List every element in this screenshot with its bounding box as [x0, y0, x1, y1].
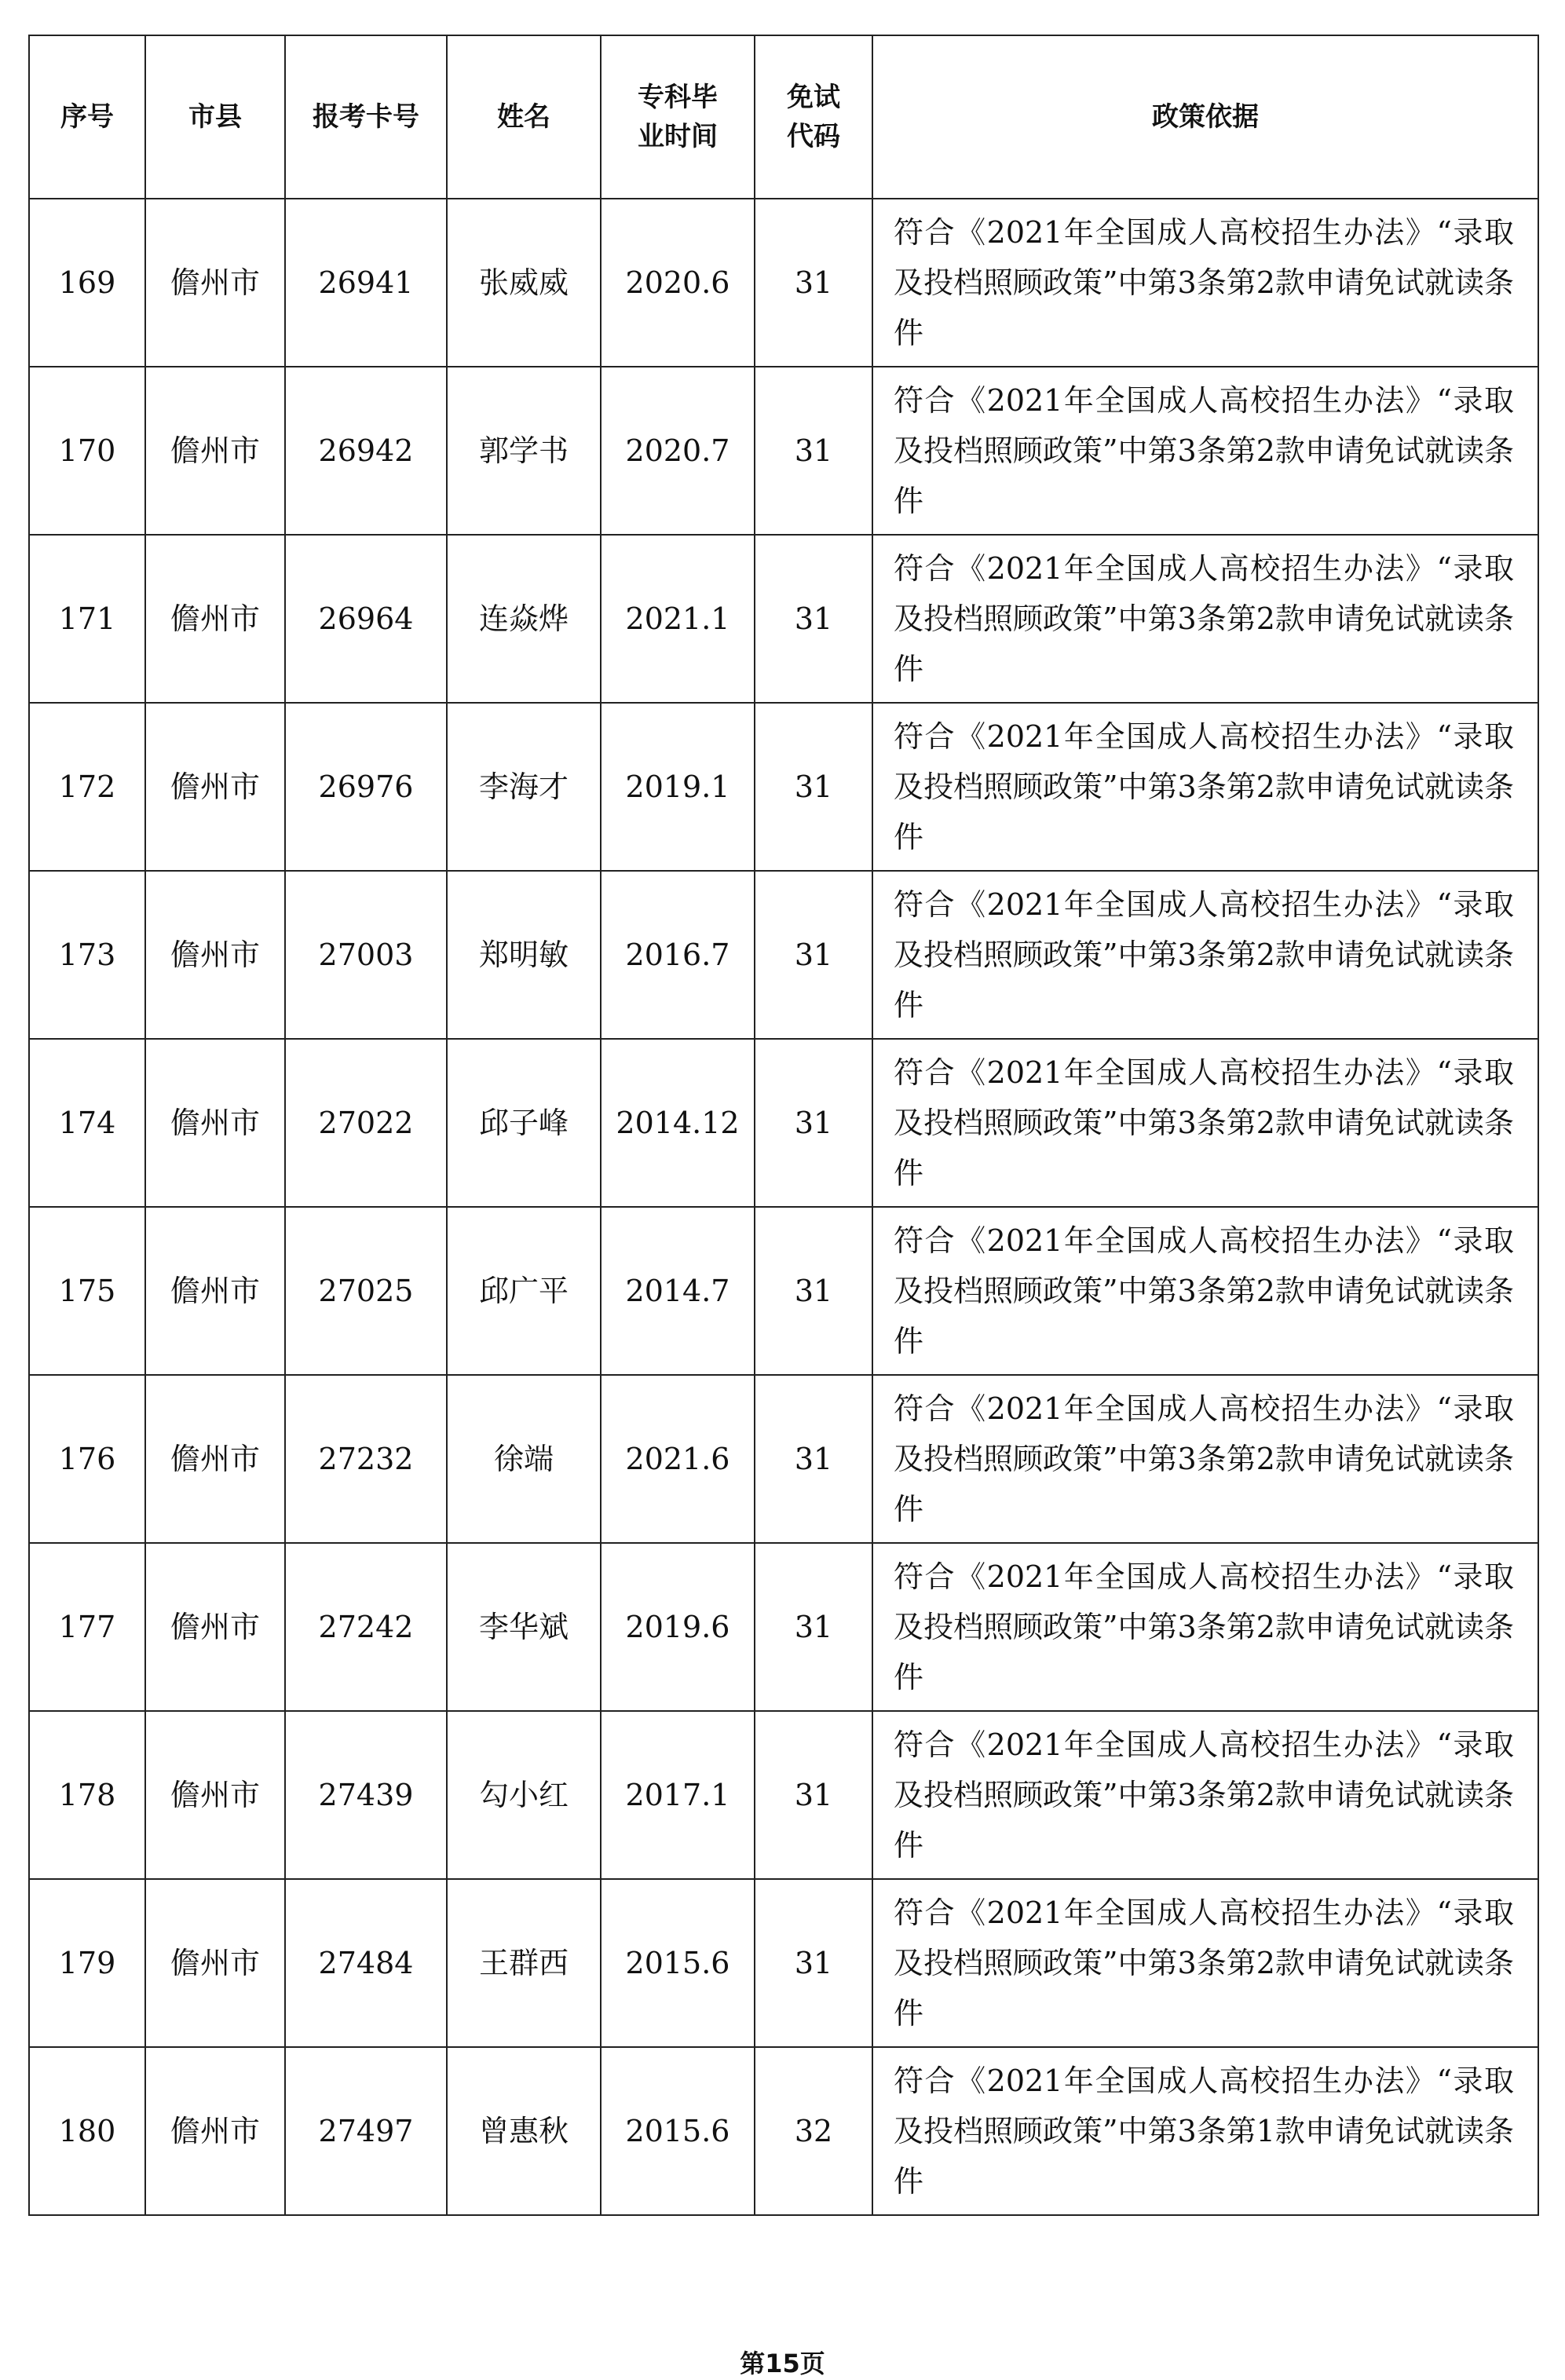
table-row — [29, 367, 1538, 535]
cell-county: 儋州市 — [145, 1375, 285, 1543]
cell-card-no: 27025 — [285, 1207, 447, 1375]
cell-card-no: 27242 — [285, 1543, 447, 1711]
table-row — [29, 1543, 1538, 1711]
cell-policy: 符合《2021年全国成人高校招生办法》“录取及投档照顾政策”中第3条第2款申请免试就读条件 — [872, 1543, 1538, 1711]
cell-county: 儋州市 — [145, 703, 285, 871]
cell-policy: 符合《2021年全国成人高校招生办法》“录取及投档照顾政策”中第3条第2款申请免试就读条件 — [872, 1879, 1538, 2047]
cell-grad-time: 2019.1 — [601, 703, 755, 871]
cell-seq: 174 — [29, 1039, 145, 1207]
table-row — [29, 2047, 1538, 2215]
cell-exempt-code: 31 — [755, 535, 872, 703]
cell-grad-time: 2019.6 — [601, 1543, 755, 1711]
cell-name: 徐端 — [447, 1375, 601, 1543]
cell-grad-time: 2015.6 — [601, 1879, 755, 2047]
cell-card-no: 26941 — [285, 199, 447, 367]
exemption-table — [28, 35, 1539, 2216]
cell-grad-time: 2021.6 — [601, 1375, 755, 1543]
cell-card-no: 26976 — [285, 703, 447, 871]
cell-county: 儋州市 — [145, 1879, 285, 2047]
cell-grad-time: 2016.7 — [601, 871, 755, 1039]
cell-exempt-code: 31 — [755, 199, 872, 367]
cell-county: 儋州市 — [145, 1039, 285, 1207]
cell-exempt-code: 31 — [755, 1879, 872, 2047]
header-grad-time: 专科毕业时间 — [601, 35, 755, 199]
table-row — [29, 1711, 1538, 1879]
cell-policy: 符合《2021年全国成人高校招生办法》“录取及投档照顾政策”中第3条第1款申请免试就读条件 — [872, 2047, 1538, 2215]
table-row — [29, 1039, 1538, 1207]
cell-name: 连焱烨 — [447, 535, 601, 703]
cell-card-no: 27484 — [285, 1879, 447, 2047]
cell-exempt-code: 32 — [755, 2047, 872, 2215]
cell-seq: 173 — [29, 871, 145, 1039]
cell-card-no: 27232 — [285, 1375, 447, 1543]
cell-grad-time: 2014.12 — [601, 1039, 755, 1207]
cell-name: 李海才 — [447, 703, 601, 871]
table-row — [29, 1375, 1538, 1543]
header-seq: 序号 — [29, 35, 145, 199]
cell-county: 儋州市 — [145, 1207, 285, 1375]
cell-card-no: 27003 — [285, 871, 447, 1039]
cell-county: 儋州市 — [145, 1543, 285, 1711]
cell-county: 儋州市 — [145, 199, 285, 367]
cell-policy: 符合《2021年全国成人高校招生办法》“录取及投档照顾政策”中第3条第2款申请免试就读条件 — [872, 703, 1538, 871]
cell-name: 勾小红 — [447, 1711, 601, 1879]
cell-county: 儋州市 — [145, 535, 285, 703]
cell-name: 王群西 — [447, 1879, 601, 2047]
header-policy: 政策依据 — [872, 35, 1538, 199]
table-row — [29, 535, 1538, 703]
header-exempt-code: 免试代码 — [755, 35, 872, 199]
cell-seq: 171 — [29, 535, 145, 703]
table-body — [29, 199, 1538, 2215]
cell-policy: 符合《2021年全国成人高校招生办法》“录取及投档照顾政策”中第3条第2款申请免试就读条件 — [872, 367, 1538, 535]
cell-policy: 符合《2021年全国成人高校招生办法》“录取及投档照顾政策”中第3条第2款申请免试就读条件 — [872, 1375, 1538, 1543]
cell-policy: 符合《2021年全国成人高校招生办法》“录取及投档照顾政策”中第3条第2款申请免试就读条件 — [872, 871, 1538, 1039]
cell-policy: 符合《2021年全国成人高校招生办法》“录取及投档照顾政策”中第3条第2款申请免试就读条件 — [872, 1039, 1538, 1207]
cell-seq: 176 — [29, 1375, 145, 1543]
table-row — [29, 703, 1538, 871]
cell-card-no: 26964 — [285, 535, 447, 703]
cell-seq: 178 — [29, 1711, 145, 1879]
cell-county: 儋州市 — [145, 1711, 285, 1879]
cell-name: 郑明敏 — [447, 871, 601, 1039]
cell-card-no: 26942 — [285, 367, 447, 535]
cell-card-no: 27497 — [285, 2047, 447, 2215]
cell-policy: 符合《2021年全国成人高校招生办法》“录取及投档照顾政策”中第3条第2款申请免试就读条件 — [872, 1207, 1538, 1375]
cell-grad-time: 2020.7 — [601, 367, 755, 535]
cell-grad-time: 2015.6 — [601, 2047, 755, 2215]
cell-grad-time: 2021.1 — [601, 535, 755, 703]
cell-exempt-code: 31 — [755, 871, 872, 1039]
table-row — [29, 1207, 1538, 1375]
cell-seq: 177 — [29, 1543, 145, 1711]
cell-seq: 169 — [29, 199, 145, 367]
cell-exempt-code: 31 — [755, 1039, 872, 1207]
cell-policy: 符合《2021年全国成人高校招生办法》“录取及投档照顾政策”中第3条第2款申请免试就读条件 — [872, 535, 1538, 703]
table-row — [29, 871, 1538, 1039]
cell-name: 郭学书 — [447, 367, 601, 535]
cell-policy: 符合《2021年全国成人高校招生办法》“录取及投档照顾政策”中第3条第2款申请免试就读条件 — [872, 1711, 1538, 1879]
cell-name: 曾惠秋 — [447, 2047, 601, 2215]
header-name: 姓名 — [447, 35, 601, 199]
cell-seq: 172 — [29, 703, 145, 871]
cell-seq: 170 — [29, 367, 145, 535]
cell-grad-time: 2014.7 — [601, 1207, 755, 1375]
cell-county: 儋州市 — [145, 367, 285, 535]
cell-name: 张威威 — [447, 199, 601, 367]
page-number: 第15页 — [740, 2349, 825, 2378]
cell-exempt-code: 31 — [755, 703, 872, 871]
cell-card-no: 27022 — [285, 1039, 447, 1207]
exemption-table-container — [28, 35, 1538, 2216]
header-county: 市县 — [145, 35, 285, 199]
cell-seq: 180 — [29, 2047, 145, 2215]
cell-name: 邱子峰 — [447, 1039, 601, 1207]
cell-name: 邱广平 — [447, 1207, 601, 1375]
cell-exempt-code: 31 — [755, 367, 872, 535]
cell-grad-time: 2017.1 — [601, 1711, 755, 1879]
cell-county: 儋州市 — [145, 2047, 285, 2215]
header-card-no: 报考卡号 — [285, 35, 447, 199]
cell-exempt-code: 31 — [755, 1375, 872, 1543]
table-row — [29, 199, 1538, 367]
cell-name: 李华斌 — [447, 1543, 601, 1711]
cell-county: 儋州市 — [145, 871, 285, 1039]
cell-seq: 175 — [29, 1207, 145, 1375]
cell-exempt-code: 31 — [755, 1207, 872, 1375]
cell-grad-time: 2020.6 — [601, 199, 755, 367]
cell-card-no: 27439 — [285, 1711, 447, 1879]
cell-policy: 符合《2021年全国成人高校招生办法》“录取及投档照顾政策”中第3条第2款申请免试就读条件 — [872, 199, 1538, 367]
cell-exempt-code: 31 — [755, 1711, 872, 1879]
table-header-row — [29, 35, 1538, 199]
cell-seq: 179 — [29, 1879, 145, 2047]
table-row — [29, 1879, 1538, 2047]
cell-exempt-code: 31 — [755, 1543, 872, 1711]
